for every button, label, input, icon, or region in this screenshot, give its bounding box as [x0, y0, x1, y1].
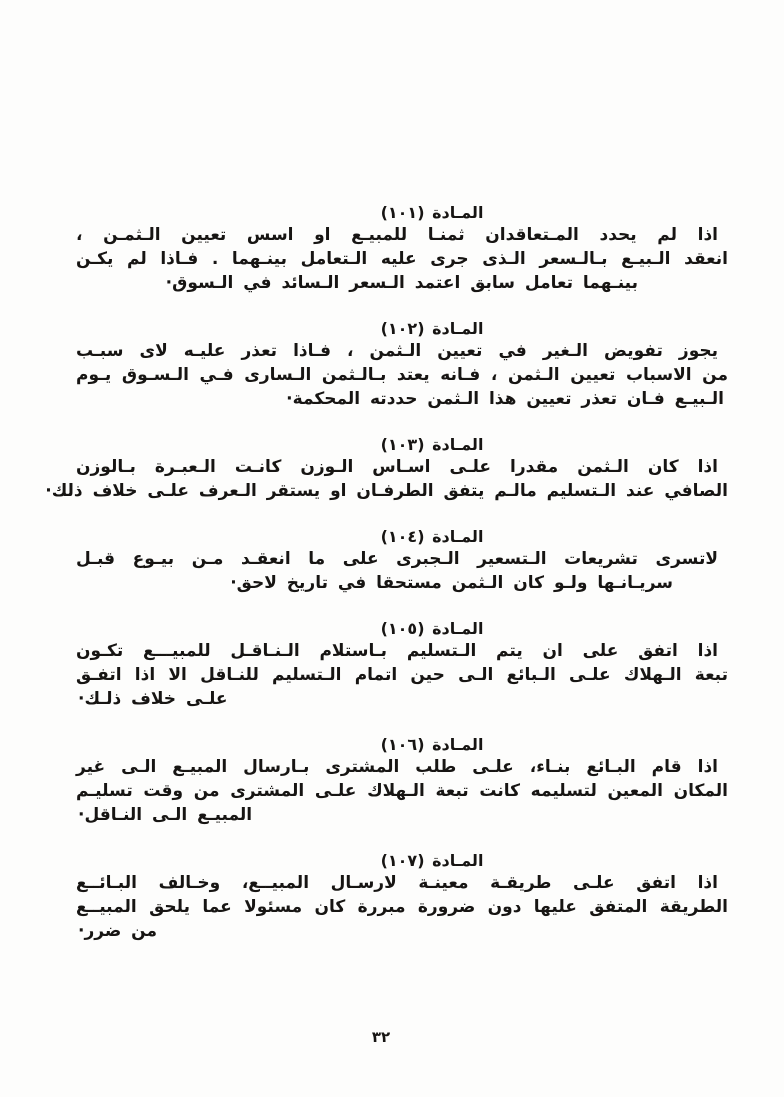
article-body-line: يجوز تفويض الـغير في تعيين الـثمن ، فـاذا تعذر عليـه لاى سبـب [76, 341, 718, 361]
article-body-line: اذا اتفق علـى طريقـة معينـة لارسـال المبيــع، وخـالف البـائــع [76, 873, 718, 893]
article-body-line: اذا اتفق على ان يتم الـتسليم بـاستلام الـنـاقـل للمبيـــع تكـون [76, 641, 718, 661]
article-body-line: اذا كان الـثمن مقدرا علـى اسـاس الـوزن كانـت الـعبـرة بـالوزن [76, 457, 718, 477]
article-5 [76, 735, 728, 827]
article-2 [45, 435, 728, 503]
article-body-line: سريـانـها ولـو كان الـثمن مستحقا في تاريخ لاحق· [230, 573, 673, 593]
article-body-line: الطريقة المتفق عليها دون ضرورة مبررة كان مسئولا عما يلحق المبيــع [76, 897, 728, 917]
article-body-line: انعقد الـبيـع بـالـسعر الـذى جرى عليه الـتعامل بينـهما . فـاذا لم يكـن [76, 249, 728, 269]
article-body-line: من الاسباب تعيين الـثمن ، فـانه يعتد بـالـثمن الـسارى فـي الـسـوق يـوم [76, 365, 728, 385]
article-body-line: اذا لم يحدد المـتعاقدان ثمنـا للمبيـع او اسس تعيين الـثمـن ، [76, 225, 718, 245]
article-1 [76, 319, 728, 411]
article-heading: المـادة (١٠٦) [380, 735, 484, 754]
article-body-line: المبيـع الـى النـاقل· [78, 805, 253, 825]
article-heading: المـادة (١٠٧) [380, 851, 484, 870]
article-3 [76, 527, 728, 595]
page-number [0, 1028, 773, 1046]
article-heading: المـادة (١٠٣) [380, 435, 484, 454]
article-heading: المـادة (١٠٤) [380, 527, 484, 546]
article-4 [76, 619, 728, 711]
article-body-line: الصافي عند الـتسليم مالـم يتفق الطرفـان او يستقر الـعرف علـى خلاف ذلك· [45, 481, 728, 501]
article-body-line: من ضرر· [78, 921, 157, 941]
page-number-value: ٣٢ [371, 1028, 391, 1046]
article-body-line: تبعة الـهلاك علـى الـبائع الـى حين اتمام الـتسليم للنـاقل الا اذا اتفـق [76, 665, 728, 685]
article-body-line: المكان المعين لتسليمه كانت تبعة الـهلاك علـى المشترى من وقت تسليـم [76, 781, 728, 801]
article-body-line: بينـهما تعامل سابق اعتمد الـسعر الـسائد في الـسوق· [165, 273, 638, 293]
article-0 [76, 203, 728, 295]
article-heading: المـادة (١٠٢) [380, 319, 484, 338]
article-body-line: الـبيـع فـان تعذر تعيين هذا الـثمن حددته المحكمة· [286, 389, 724, 409]
articles-section [45, 203, 728, 967]
article-heading: المـادة (١٠١) [380, 203, 484, 222]
article-6 [76, 851, 728, 943]
article-body-line: علـى خلاف ذلـك· [78, 689, 228, 709]
article-heading: المـادة (١٠٥) [380, 619, 484, 638]
article-body-line: لاتسرى تشريعات الـتسعير الـجبرى على ما انعقـد مـن بيـوع قبـل [76, 549, 718, 569]
article-body-line: اذا قام البـائع بنـاء، علـى طلب المشترى بـارسال المبيـع الـى غير [76, 757, 718, 777]
